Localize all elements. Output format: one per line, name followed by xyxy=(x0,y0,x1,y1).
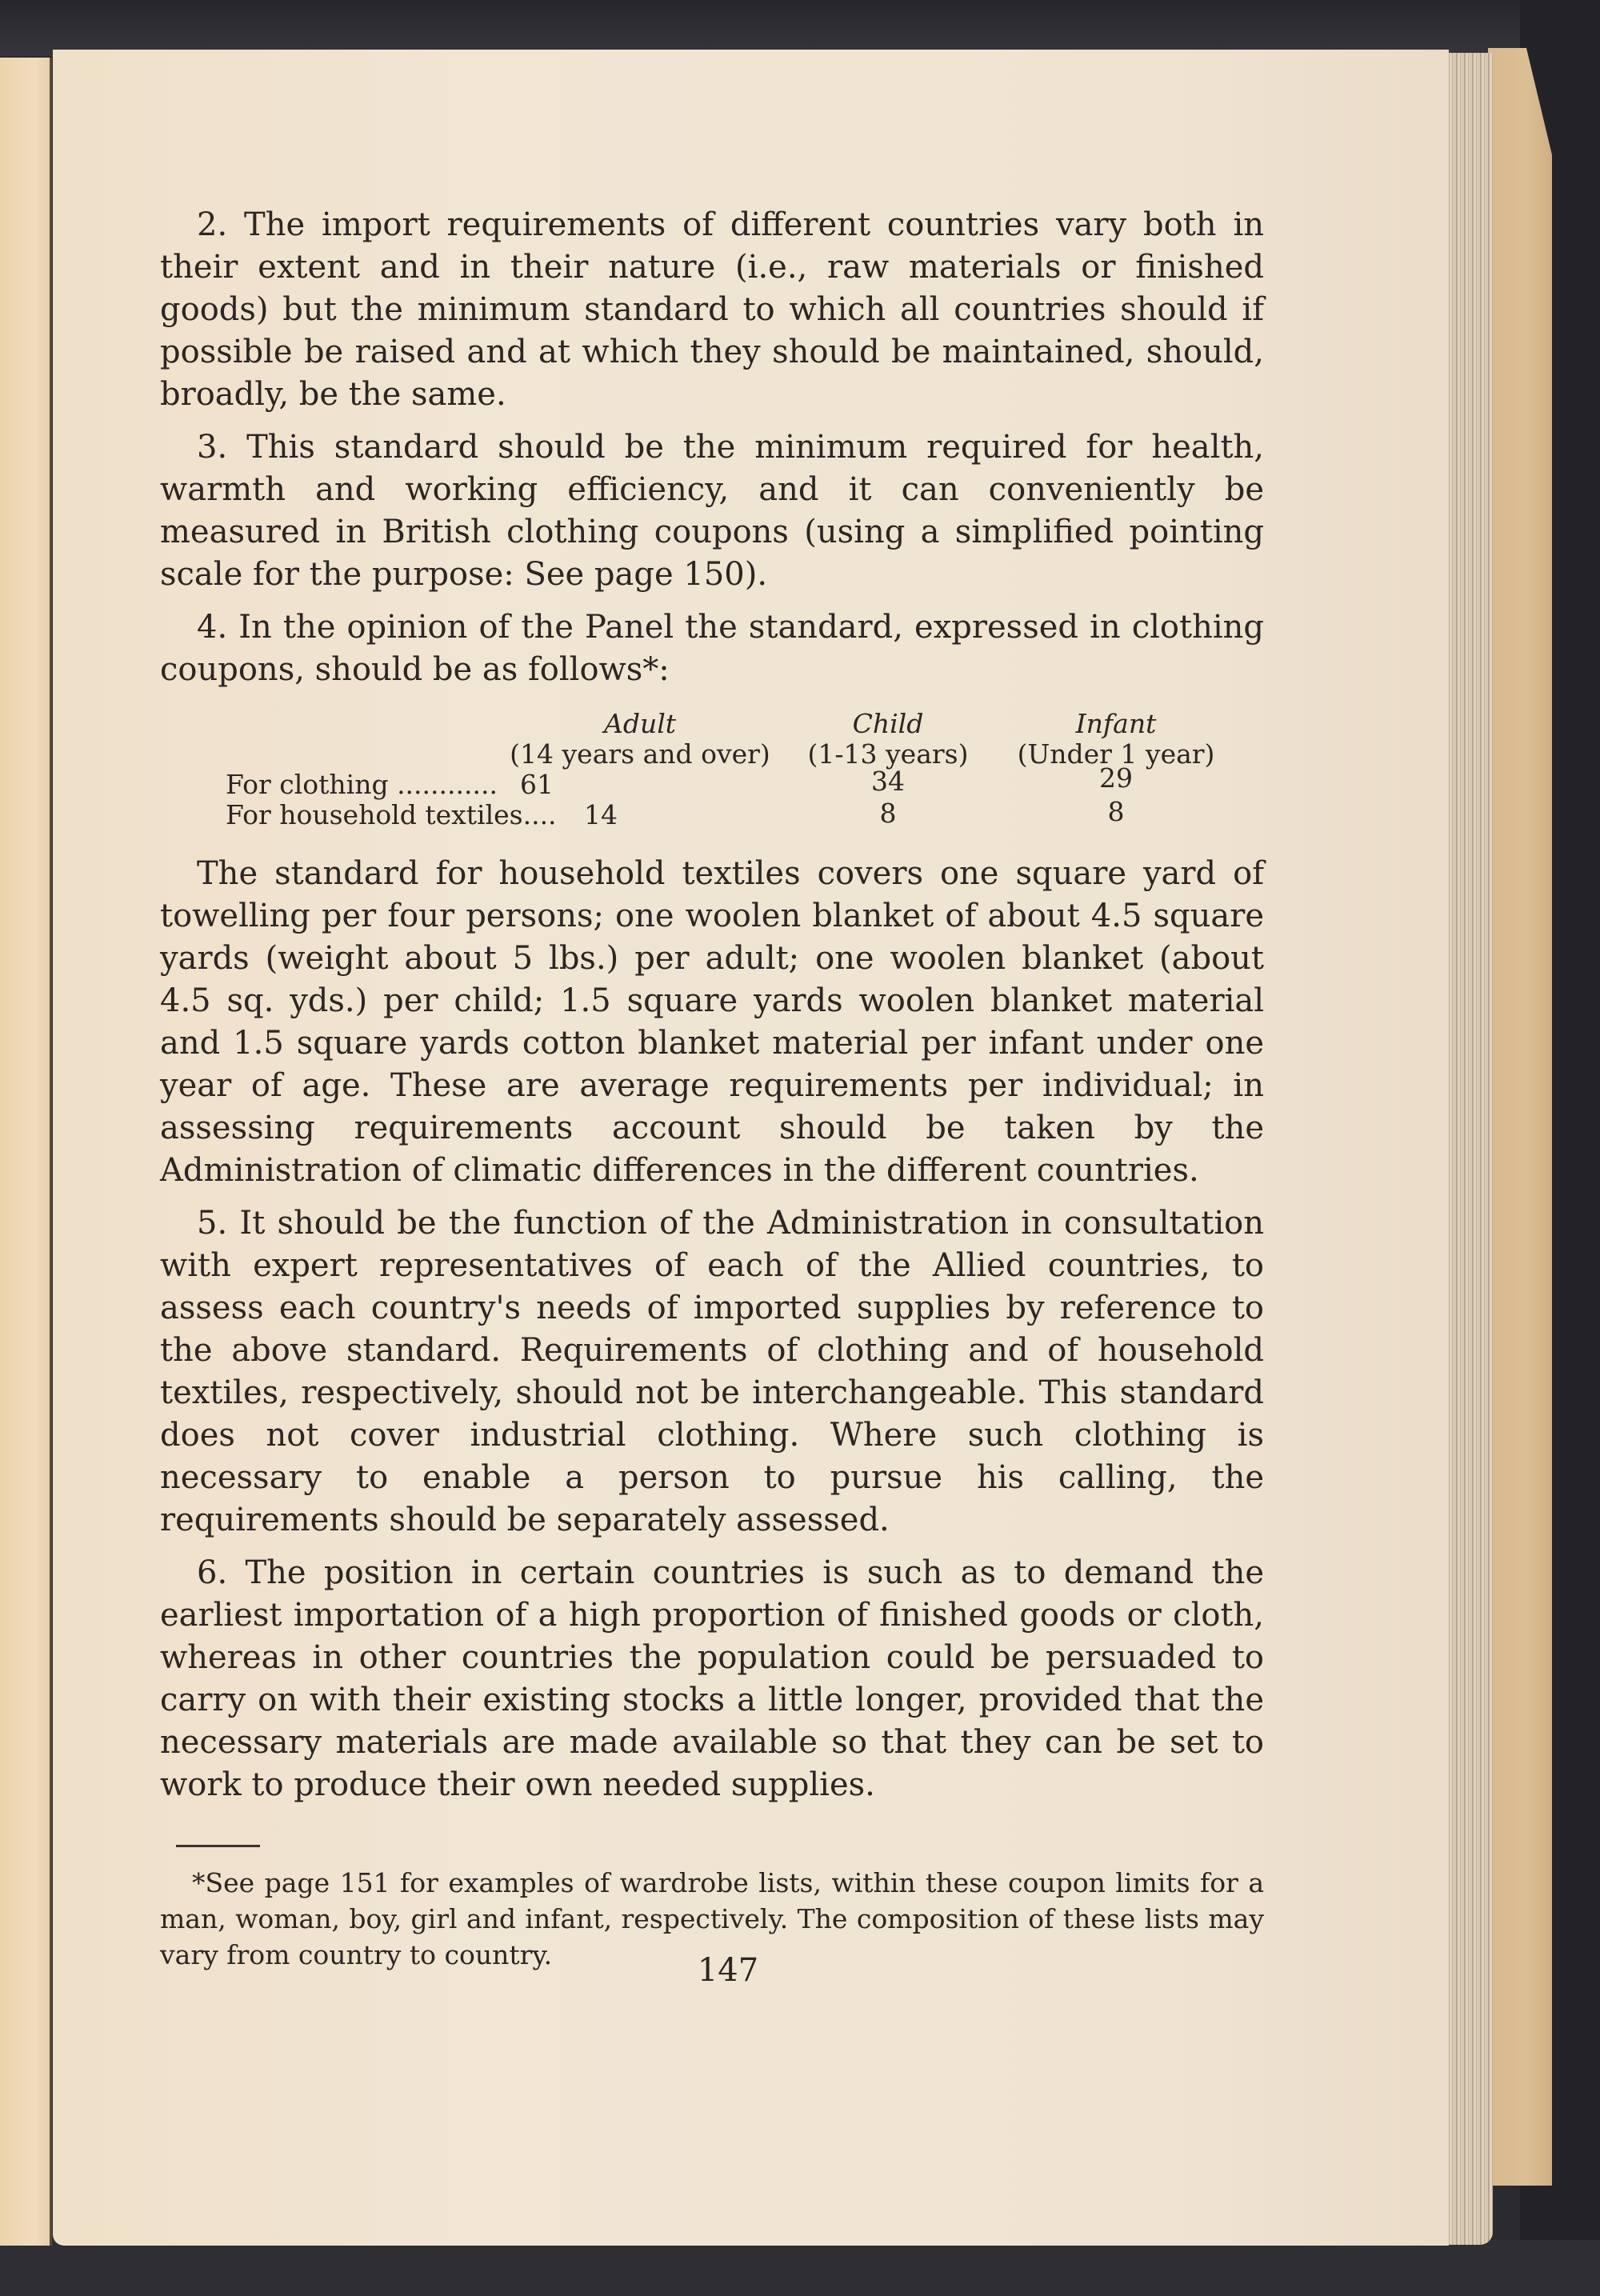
cell-textiles-child: 8 xyxy=(879,798,897,829)
paragraph-household-textiles: The standard for household textiles covers one square yard of towelling per four persons; one woolen blanket of about 4.5 square yards (weight about 5 lbs.) per adult; one woolen blanket (about 4.5 sq. yds.) per child; 1.5 square yards woolen blanket material and 1.5 square yards cotton blanket material per infant under one year of age. These are average requirements per individual; in assessing requirements account should be taken by the Administration of climatic differences in the different countries. xyxy=(160,855,1264,1189)
cell-textiles-infant: 8 xyxy=(1107,796,1125,827)
column-title: Infant xyxy=(1075,708,1157,739)
column-range: (14 years and over) xyxy=(510,738,770,770)
column-header-child xyxy=(792,709,984,770)
footnote: *See page 151 for examples of wardrobe lists, within these coupon limits for a man, woman, boy, girl and infant, respectively. The composition of these lists may vary from country to country. xyxy=(160,1867,1264,1970)
column-title: Child xyxy=(852,708,924,739)
scan-backdrop-top xyxy=(0,0,1600,56)
cell-clothing-child: 34 xyxy=(871,766,905,797)
column-range: (Under 1 year) xyxy=(1017,738,1215,770)
paragraph-4: 4. In the opinion of the Panel the standard, expressed in clothing coupons, should be as follows*: xyxy=(160,609,1264,688)
paragraph-2: 2. The import requirements of different countries vary both in their extent and in their nature (i.e., raw materials or finished goods) but the minimum standard to which all countries should if possible be raised and at which they should be maintained, should, broadly, be the same. xyxy=(160,206,1264,413)
row-label-household-textiles: For household textiles.... xyxy=(226,799,557,830)
paragraph-6: 6. The position in certain countries is such as to demand the earliest importation of a high proportion of finished goods or cloth, whereas in other countries the population could be persuaded to carry on with their existing stocks a little longer, provided that the necessary materials are made available so that they can be set to work to produce their own needed supplies. xyxy=(160,1554,1264,1803)
paragraph-5: 5. It should be the function of the Administration in consultation with expert representatives of each of the Allied countries, to assess each country's needs of imported supplies by reference to the above standard. Requirements of clothing and of household textiles, respectively, should not be interchangeable. This standard does not cover industrial clothing. Where such clothing is necessary to enable a person to pursue his calling, the requirements should be separately assessed. xyxy=(160,1205,1264,1538)
column-range: (1-13 years) xyxy=(807,738,969,770)
coupon-standard-table xyxy=(160,709,1264,829)
row-label-clothing: For clothing ............ xyxy=(226,769,498,800)
facing-page-edge xyxy=(0,58,52,2246)
page-number: 147 xyxy=(697,1952,759,1989)
column-header-infant xyxy=(1000,709,1232,770)
column-title: Adult xyxy=(603,708,677,739)
column-header-adult xyxy=(504,709,776,770)
page-body xyxy=(160,204,1264,1973)
footnote-divider xyxy=(176,1845,260,1847)
scan-backdrop-bottom xyxy=(0,2240,1600,2296)
cell-clothing-adult: 61 xyxy=(520,769,554,800)
book-cover-edge xyxy=(1488,48,1552,2186)
paragraph-3: 3. This standard should be the minimum required for health, warmth and working efficiency, and it can conveniently be measured in British clothing coupons (using a simplified pointing scale for the purpose: See page 150). xyxy=(160,429,1264,593)
cell-textiles-adult: 14 xyxy=(584,799,618,830)
cell-clothing-infant: 29 xyxy=(1099,762,1133,794)
